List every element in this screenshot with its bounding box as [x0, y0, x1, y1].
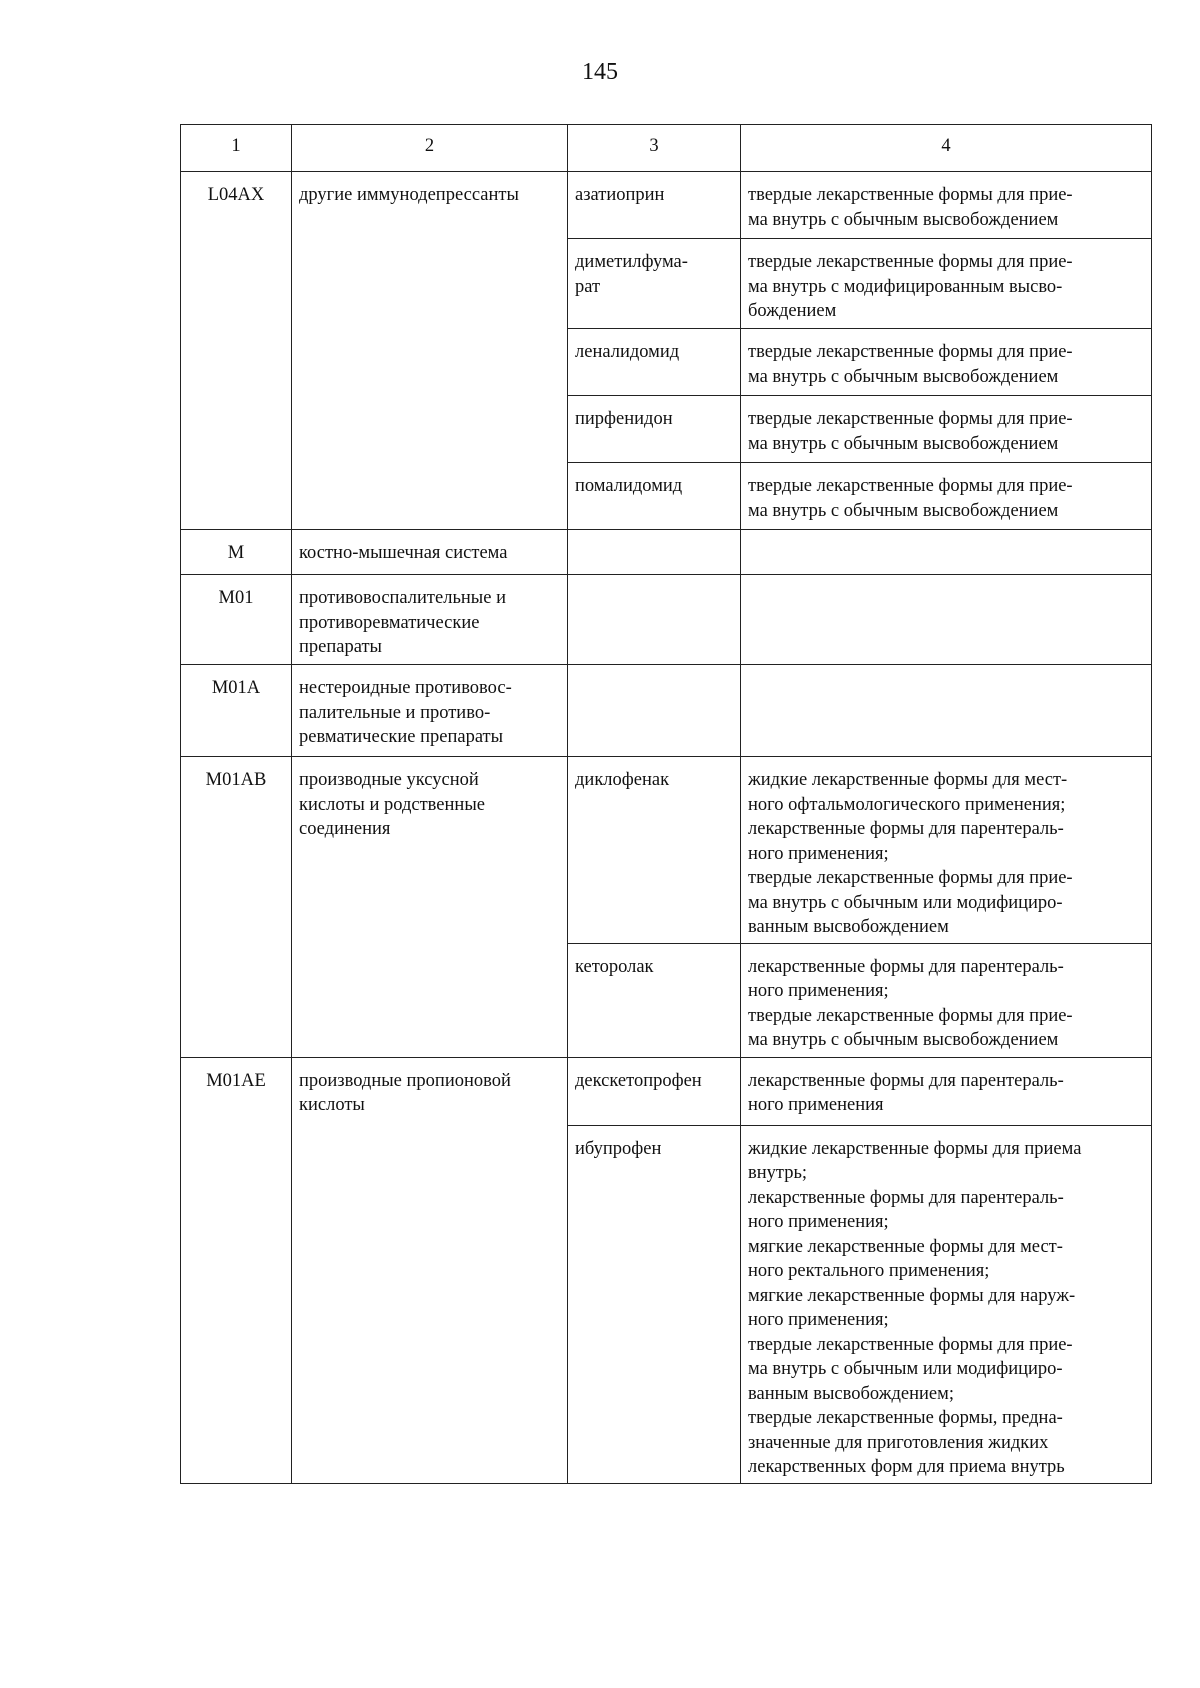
text-line: лекарственные формы для парентераль- — [748, 1187, 1064, 1208]
text-line: ибупрофен — [575, 1138, 662, 1159]
text-line: кислоты — [299, 1095, 365, 1115]
text-line: помалидомид — [575, 476, 683, 496]
table-row — [181, 1057, 1152, 1125]
text-line: лекарственные формы для парентераль- — [748, 819, 1064, 839]
group-name-cell — [292, 172, 568, 530]
text-line: жидкие лекарственные формы для мест- — [748, 770, 1068, 790]
dosage-forms-cell — [741, 1125, 1152, 1483]
text-line: декскетопрофен — [575, 1070, 702, 1091]
drug-name-cell — [568, 172, 741, 239]
table-body — [181, 125, 1152, 1484]
text-line: ма внутрь с обычным высвобождением — [748, 366, 1059, 387]
text-line: ма внутрь с обычным высвобождением — [748, 433, 1059, 454]
dosage-forms-cell — [741, 575, 1152, 665]
group-name-cell — [292, 530, 568, 575]
drug-name-cell — [568, 1057, 741, 1125]
drug-name-cell — [568, 943, 741, 1057]
text-line: ванным высвобождением; — [748, 1383, 954, 1404]
dosage-forms-cell — [741, 757, 1152, 944]
table-row — [181, 530, 1152, 575]
text-line: производные пропионовой — [299, 1070, 511, 1091]
text-line: соединения — [299, 819, 391, 839]
text-line: противоревматические — [299, 612, 480, 633]
text-line: палительные и противо- — [299, 702, 491, 723]
text-line: твердые лекарственные формы для прие- — [748, 252, 1073, 272]
atc-code-cell: М01А — [181, 665, 292, 757]
text-line: твердые лекарственные формы для прие- — [748, 1005, 1073, 1026]
table-header-row — [181, 125, 1152, 172]
text-line: препараты — [299, 637, 382, 657]
text-line: твердые лекарственные формы для прие- — [748, 409, 1073, 429]
text-line: лекарственных форм для приема внутрь — [748, 1457, 1065, 1477]
group-name-cell — [292, 575, 568, 665]
text-line: кеторолак — [575, 956, 654, 977]
text-line: производные уксусной — [299, 770, 479, 790]
table-row — [181, 575, 1152, 665]
page-number: 145 — [582, 59, 618, 85]
dosage-forms-cell — [741, 530, 1152, 575]
drug-name-cell — [568, 329, 741, 396]
atc-code-cell: L04AX — [181, 172, 292, 530]
table-row — [181, 665, 1152, 757]
text-line: ма внутрь с модифицированным высво- — [748, 276, 1063, 297]
drug-name-cell — [568, 575, 741, 665]
dosage-forms-cell — [741, 665, 1152, 757]
text-line: лекарственные формы для парентераль- — [748, 956, 1064, 977]
text-line: мягкие лекарственные формы для мест- — [748, 1236, 1063, 1257]
drug-name-cell — [568, 239, 741, 329]
text-line: рат — [575, 276, 601, 297]
text-line: ревматические препараты — [299, 727, 504, 747]
text-line: ного офтальмологического применения; — [748, 794, 1066, 815]
text-line: твердые лекарственные формы, предна- — [748, 1408, 1063, 1428]
text-line: диклофенак — [575, 770, 670, 790]
text-line: лекарственные формы для парентераль- — [748, 1070, 1064, 1091]
dosage-forms-cell — [741, 239, 1152, 329]
column-header-2: 2 — [292, 125, 568, 172]
text-line: противовоспалительные и — [299, 588, 506, 608]
group-name-cell — [292, 1057, 568, 1483]
drug-name-cell — [568, 1125, 741, 1483]
dosage-forms-cell — [741, 396, 1152, 463]
dosage-forms-cell — [741, 1057, 1152, 1125]
text-line: внутрь; — [748, 1163, 808, 1183]
text-line: пирфенидон — [575, 409, 673, 429]
text-line: костно-мышечная система — [299, 543, 508, 563]
text-line: ного ректального применения; — [748, 1261, 990, 1281]
text-line: ма внутрь с обычным или модифициро- — [748, 1359, 1063, 1379]
text-line: твердые лекарственные формы для прие- — [748, 1334, 1073, 1355]
drug-table — [180, 124, 1152, 1484]
table-row — [181, 172, 1152, 239]
dosage-forms-cell — [741, 463, 1152, 530]
text-line: ного применения; — [748, 1212, 889, 1232]
text-line: ма внутрь с обычным высвобождением — [748, 209, 1059, 230]
text-line: ма внутрь с обычным высвобождением — [748, 500, 1059, 521]
text-line: кислоты и родственные — [299, 794, 485, 815]
text-line: твердые лекарственные формы для прие- — [748, 185, 1073, 205]
text-line: азатиоприн — [575, 185, 665, 205]
text-line: бождением — [748, 301, 837, 321]
atc-code-cell: М01АЕ — [181, 1057, 292, 1483]
text-line: значенные для приготовления жидких — [748, 1432, 1049, 1453]
column-header-4: 4 — [741, 125, 1152, 172]
dosage-forms-cell — [741, 172, 1152, 239]
text-line: нестероидные противовос- — [299, 678, 512, 698]
text-line: ма внутрь с обычным высвобождением — [748, 1030, 1059, 1050]
column-header-1: 1 — [181, 125, 292, 172]
column-header-3: 3 — [568, 125, 741, 172]
atc-code-cell: М — [181, 530, 292, 575]
text-line: ного применения; — [748, 981, 889, 1001]
text-line: ма внутрь с обычным или модифициро- — [748, 892, 1063, 913]
table-row — [181, 757, 1152, 944]
text-line: ного применения; — [748, 1310, 889, 1330]
drug-name-cell — [568, 463, 741, 530]
dosage-forms-cell — [741, 329, 1152, 396]
text-line: ного применения; — [748, 843, 889, 864]
text-line: жидкие лекарственные формы для приема — [748, 1138, 1082, 1159]
drug-name-cell — [568, 396, 741, 463]
text-line: другие иммунодепрессанты — [299, 185, 519, 205]
atc-code-cell: М01 — [181, 575, 292, 665]
group-name-cell — [292, 665, 568, 757]
drug-name-cell — [568, 530, 741, 575]
text-line: ного применения — [748, 1095, 884, 1115]
drug-name-cell — [568, 665, 741, 757]
text-line: ванным высвобождением — [748, 917, 949, 937]
text-line: твердые лекарственные формы для прие- — [748, 342, 1073, 362]
group-name-cell — [292, 757, 568, 1058]
text-line: диметилфума- — [575, 252, 688, 272]
text-line: твердые лекарственные формы для прие- — [748, 476, 1073, 496]
text-line: леналидомид — [575, 342, 680, 362]
drug-name-cell — [568, 757, 741, 944]
text-line: мягкие лекарственные формы для наруж- — [748, 1285, 1076, 1306]
atc-code-cell: М01АВ — [181, 757, 292, 1058]
text-line: твердые лекарственные формы для прие- — [748, 868, 1073, 888]
dosage-forms-cell — [741, 943, 1152, 1057]
